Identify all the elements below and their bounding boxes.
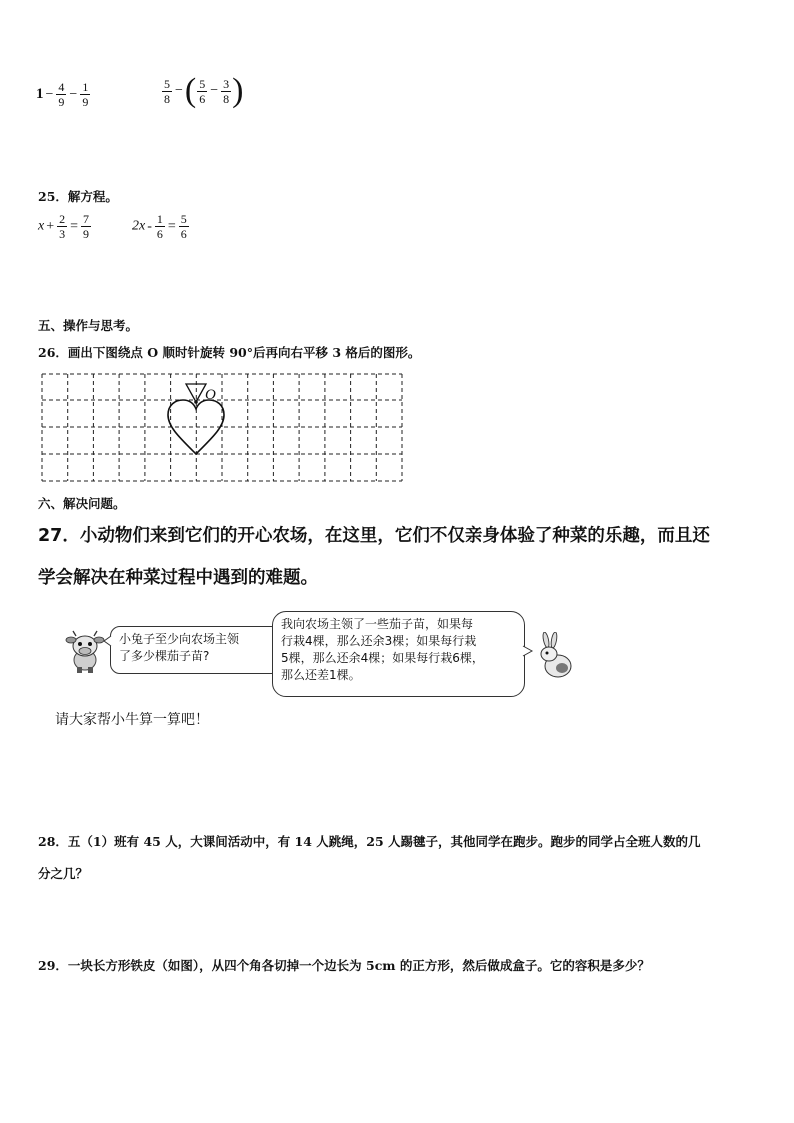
cow-picture [64, 630, 106, 674]
cow-bubble-tail [103, 635, 113, 647]
question-27-prompt: 请大家帮小牛算一算吧！ [55, 712, 209, 728]
question-26-text: 26．画出下图绕点 O 顺时针旋转 90°后再向右平移 3 格后的图形。 [38, 345, 421, 360]
fraction: $\frac{2}{3}$ [59, 212, 66, 241]
fraction: $\frac{1}{6}$ [156, 212, 163, 241]
rabbit-speech-bubble: 我向农场主领了一些茄子苗，如果每 行栽4棵，那么还余3棵；如果每行栽 5棵，那么还余4棵；如果每行栽6棵， 那么还差1棵。 [272, 611, 525, 697]
section-6-heading: 六、解决问题。 [38, 496, 126, 511]
fraction: $\frac{4}{9}$ [58, 80, 65, 109]
cow-speech-bubble: 小兔子至少向农场主领 了多少棵茄子苗? [110, 626, 281, 674]
fraction: $\frac{1}{9}$ [82, 80, 89, 109]
question-29-text: 29．一块长方形铁皮（如图），从四个角各切掉一个边长为 5cm 的正方形，然后做成盒子。它的容积是多少？ [38, 958, 650, 973]
question-27-line1: 27．小动物们来到它们的开心农场，在这里，它们不仅亲身体验了种菜的乐趣，而且还 [38, 526, 710, 546]
fraction: $\frac{3}{8}$ [223, 76, 230, 106]
fraction: $\frac{7}{9}$ [83, 212, 90, 241]
rotation-grid [40, 372, 405, 484]
section-5-heading: 五、操作与思考。 [38, 318, 139, 333]
point-o-label: O [205, 387, 216, 403]
equation-2: 2x - $\frac{1}{6}$ = $\frac{5}{6}$ [132, 212, 187, 241]
expression-1: 1 − $\frac{4}{9}$ − $\frac{1}{9}$ [36, 80, 89, 109]
fraction: $\frac{5}{6}$ [199, 76, 206, 106]
rabbit-bubble-tail [522, 645, 534, 657]
point-o [194, 400, 198, 404]
question-28-line1: 28．五（1）班有 45 人，大课间活动中，有 14 人跳绳，25 人踢毽子，其他同学在跑步。跑步的同学占全班人数的几 [38, 834, 701, 849]
fraction: $\frac{5}{6}$ [180, 212, 187, 241]
question-28-line2: 分之几？ [38, 866, 89, 881]
question-25-heading: 25．解方程。 [38, 189, 118, 204]
equation-1: x + $\frac{2}{3}$ = $\frac{7}{9}$ [38, 212, 90, 241]
expression-2: $\frac{5}{8}$ −( $\frac{5}{6}$ − $\frac{3}{8}$ ) [164, 72, 244, 109]
fraction: $\frac{5}{8}$ [164, 76, 170, 106]
rabbit-picture [536, 632, 574, 680]
triangle-marker [186, 384, 206, 402]
question-27-line2: 学会解决在种菜过程中遇到的难题。 [38, 568, 318, 588]
dashed-grid-lines [42, 374, 402, 481]
